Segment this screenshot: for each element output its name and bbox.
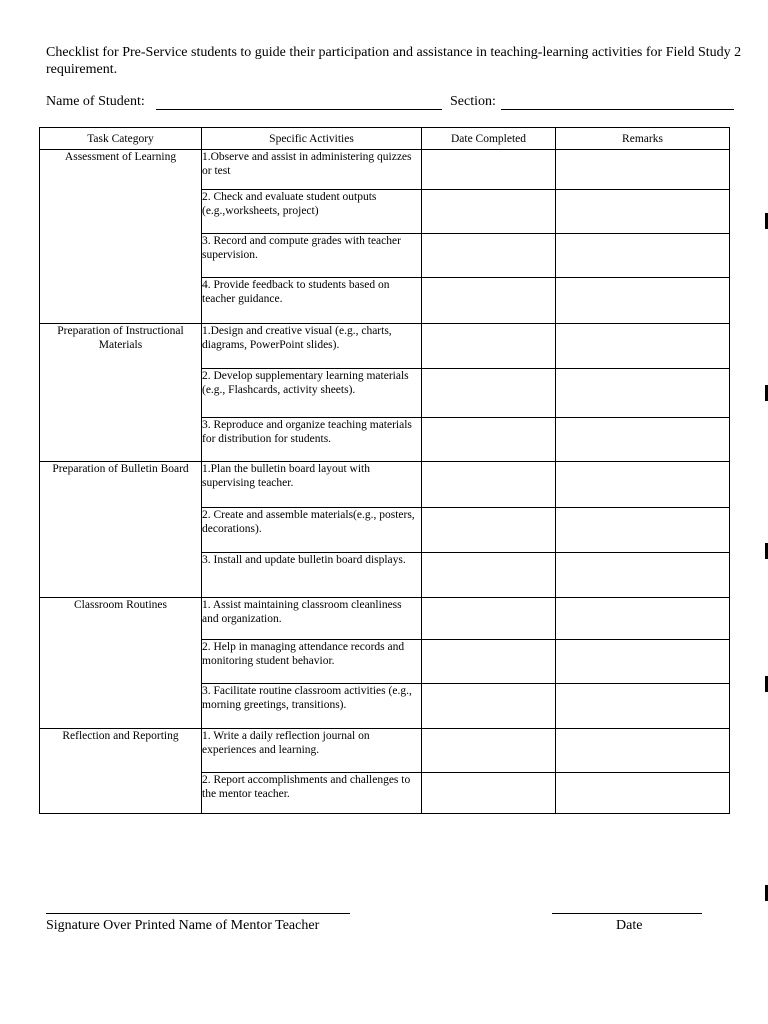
remarks-cell[interactable]: [556, 369, 730, 418]
date-cell[interactable]: [422, 369, 556, 418]
activity-cell: 1.Plan the bulletin board layout with supervising teacher.: [202, 462, 422, 508]
remarks-cell[interactable]: [556, 640, 730, 684]
remarks-cell[interactable]: [556, 278, 730, 324]
table-row: [40, 324, 730, 369]
date-cell[interactable]: [422, 278, 556, 324]
activity-cell: 3. Facilitate routine classroom activities (e.g., morning greetings, transitions).: [202, 684, 422, 729]
student-name-label: Name of Student:: [46, 94, 145, 109]
remarks-cell[interactable]: [556, 684, 730, 729]
date-cell[interactable]: [422, 190, 556, 234]
date-cell[interactable]: [422, 598, 556, 640]
header-task-category: Task Category: [40, 128, 202, 150]
header-date-completed: Date Completed: [422, 128, 556, 150]
table-row: [40, 598, 730, 640]
table-row: [40, 462, 730, 508]
date-cell[interactable]: [422, 324, 556, 369]
student-info-line: [46, 94, 746, 114]
date-cell[interactable]: [422, 462, 556, 508]
date-signature-line[interactable]: [552, 913, 702, 914]
activity-cell: 2. Help in managing attendance records and monitoring student behavior.: [202, 640, 422, 684]
remarks-cell[interactable]: [556, 150, 730, 190]
remarks-cell[interactable]: [556, 418, 730, 462]
date-cell[interactable]: [422, 684, 556, 729]
remarks-cell[interactable]: [556, 462, 730, 508]
date-cell[interactable]: [422, 234, 556, 278]
remarks-cell[interactable]: [556, 508, 730, 553]
header-row: [40, 128, 730, 150]
header-remarks: Remarks: [556, 128, 730, 150]
activity-cell: 3. Install and update bulletin board displays.: [202, 553, 422, 598]
checklist-table: [39, 127, 730, 814]
date-cell[interactable]: [422, 418, 556, 462]
category-cell: Preparation of Bulletin Board: [40, 462, 202, 598]
date-cell[interactable]: [422, 729, 556, 773]
activity-cell: 2. Create and assemble materials(e.g., posters, decorations).: [202, 508, 422, 553]
date-cell[interactable]: [422, 150, 556, 190]
remarks-cell[interactable]: [556, 234, 730, 278]
header-specific-activities: Specific Activities: [202, 128, 422, 150]
category-cell: Reflection and Reporting: [40, 729, 202, 814]
intro-text: Checklist for Pre-Service students to guide their participation and assistance in teaching-learning activities for Field Study 2 requirement.: [46, 45, 742, 77]
date-cell[interactable]: [422, 553, 556, 598]
date-label: Date: [616, 918, 643, 933]
activity-cell: 3. Record and compute grades with teacher supervision.: [202, 234, 422, 278]
activity-cell: 1. Assist maintaining classroom cleanliness and organization.: [202, 598, 422, 640]
remarks-cell[interactable]: [556, 598, 730, 640]
section-blank[interactable]: [501, 109, 734, 110]
date-cell[interactable]: [422, 773, 556, 814]
date-cell[interactable]: [422, 508, 556, 553]
section-label: Section:: [450, 94, 496, 109]
remarks-cell[interactable]: [556, 553, 730, 598]
activity-cell: 2. Develop supplementary learning materials (e.g., Flashcards, activity sheets).: [202, 369, 422, 418]
remarks-cell[interactable]: [556, 324, 730, 369]
student-name-blank[interactable]: [156, 109, 442, 110]
category-cell: Assessment of Learning: [40, 150, 202, 324]
category-cell: Classroom Routines: [40, 598, 202, 729]
remarks-cell[interactable]: [556, 729, 730, 773]
table-row: [40, 150, 730, 190]
category-cell: Preparation of Instructional Materials: [40, 324, 202, 462]
activity-cell: 1.Observe and assist in administering quizzes or test: [202, 150, 422, 190]
mentor-signature-line[interactable]: [46, 913, 350, 914]
remarks-cell[interactable]: [556, 773, 730, 814]
activity-cell: 2. Report accomplishments and challenges to the mentor teacher.: [202, 773, 422, 814]
remarks-cell[interactable]: [556, 190, 730, 234]
activity-cell: 1.Design and creative visual (e.g., charts, diagrams, PowerPoint slides).: [202, 324, 422, 369]
date-cell[interactable]: [422, 640, 556, 684]
activity-cell: 2. Check and evaluate student outputs (e.g.,worksheets, project): [202, 190, 422, 234]
activity-cell: 1. Write a daily reflection journal on experiences and learning.: [202, 729, 422, 773]
activity-cell: 3. Reproduce and organize teaching materials for distribution for students.: [202, 418, 422, 462]
table-row: [40, 729, 730, 773]
signature-label: Signature Over Printed Name of Mentor Teacher: [46, 918, 320, 933]
activity-cell: 4. Provide feedback to students based on teacher guidance.: [202, 278, 422, 324]
